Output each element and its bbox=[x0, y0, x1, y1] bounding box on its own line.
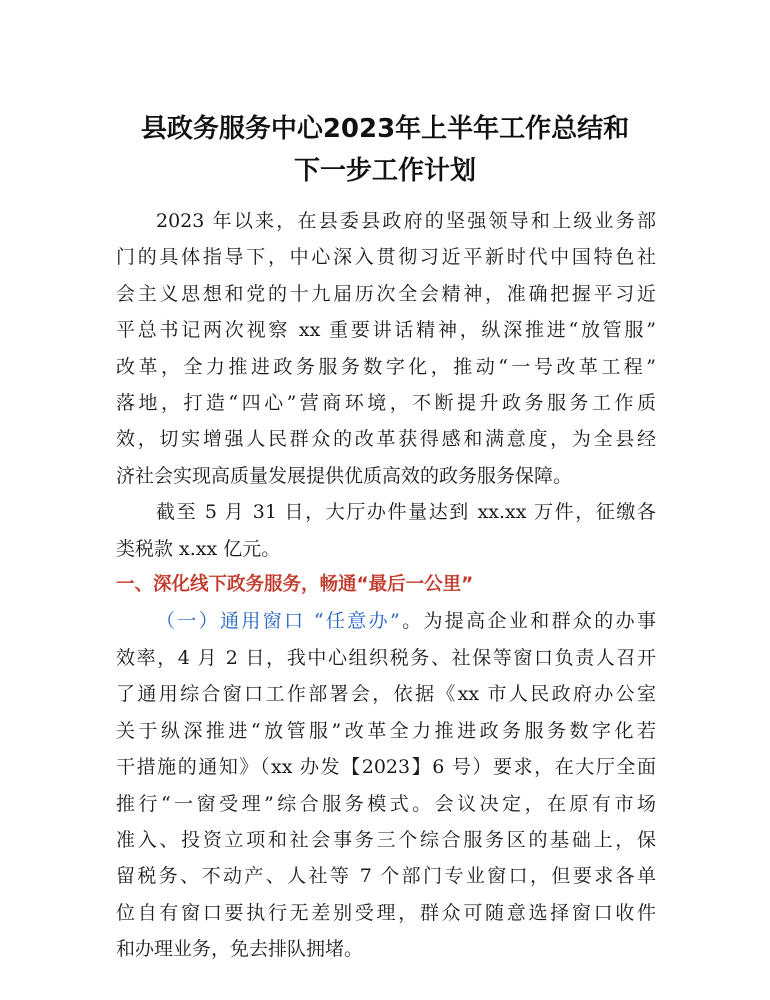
text-line: 效，切实增强人民群众的改革获得感和满意度，为全县经 bbox=[116, 428, 656, 451]
text-line: 会主义思想和党的十九届历次全会精神，准确把握平习近 bbox=[116, 282, 656, 305]
text-line: 门的具体指导下，中心深入贯彻习近平新时代中国特色社 bbox=[116, 246, 656, 269]
text-line: 改革，全力推进政务服务数字化，推动“一号改革工程” bbox=[116, 355, 656, 378]
text-line: 干措施的通知》（xx 办发【2023】6 号）要求，在大厅全面 bbox=[116, 756, 656, 779]
document-title bbox=[100, 108, 670, 192]
text-line: 截至 5 月 31 日，大厅办件量达到 xx.xx 万件，征缴各 bbox=[156, 501, 656, 524]
title-line-1: 县政务服务中心2023年上半年工作总结和 bbox=[140, 114, 630, 144]
section-1-heading: 一、深化线下政务服务，畅通“最后一公里” bbox=[116, 574, 474, 596]
subsection-1-paragraph bbox=[116, 603, 656, 967]
text-line: 和办理业务，免去排队拥堵。 bbox=[116, 938, 364, 961]
text-line bbox=[116, 603, 656, 639]
text-line: 效率，4 月 2 日，我中心组织税务、社保等窗口负责人召开 bbox=[116, 646, 656, 669]
text-line: 关于纵深推进“放管服”改革全力推进政务服务数字化若 bbox=[116, 719, 656, 742]
text-line: 留税务、不动产、人社等 7 个部门专业窗口，但要求各单 bbox=[116, 865, 656, 888]
text-line: 推行“一窗受理”综合服务模式。会议决定，在原有市场 bbox=[116, 792, 656, 815]
text-line: 落地，打造“四心”营商环境，不断提升政务服务工作质 bbox=[116, 392, 656, 415]
text-line: 2023 年以来，在县委县政府的坚强领导和上级业务部 bbox=[156, 210, 656, 232]
text-line: 了通用综合窗口工作部署会，依据《xx 市人民政府办公室 bbox=[116, 683, 656, 706]
stats-paragraph bbox=[116, 494, 656, 567]
intro-paragraph bbox=[116, 203, 656, 494]
text-line: 类税款 x.xx 亿元。 bbox=[116, 537, 281, 560]
subsection-1-heading: （一）通用窗口 “任意办” bbox=[156, 610, 400, 633]
text-line: 平总书记两次视察 xx 重要讲话精神，纵深推进“放管服” bbox=[116, 319, 656, 342]
text-line: 准入、投资立项和社会事务三个综合服务区的基础上，保 bbox=[116, 828, 656, 851]
text-line: 济社会实现高质量发展提供优质高效的政务服务保障。 bbox=[116, 464, 573, 487]
subsection-1-lead: 。为提高企业和群众的办事 bbox=[399, 610, 656, 633]
document-body bbox=[116, 203, 656, 968]
title-line-2: 下一步工作计划 bbox=[293, 156, 476, 186]
text-line: 位自有窗口要执行无差别受理，群众可随意选择窗口收件 bbox=[116, 901, 656, 924]
